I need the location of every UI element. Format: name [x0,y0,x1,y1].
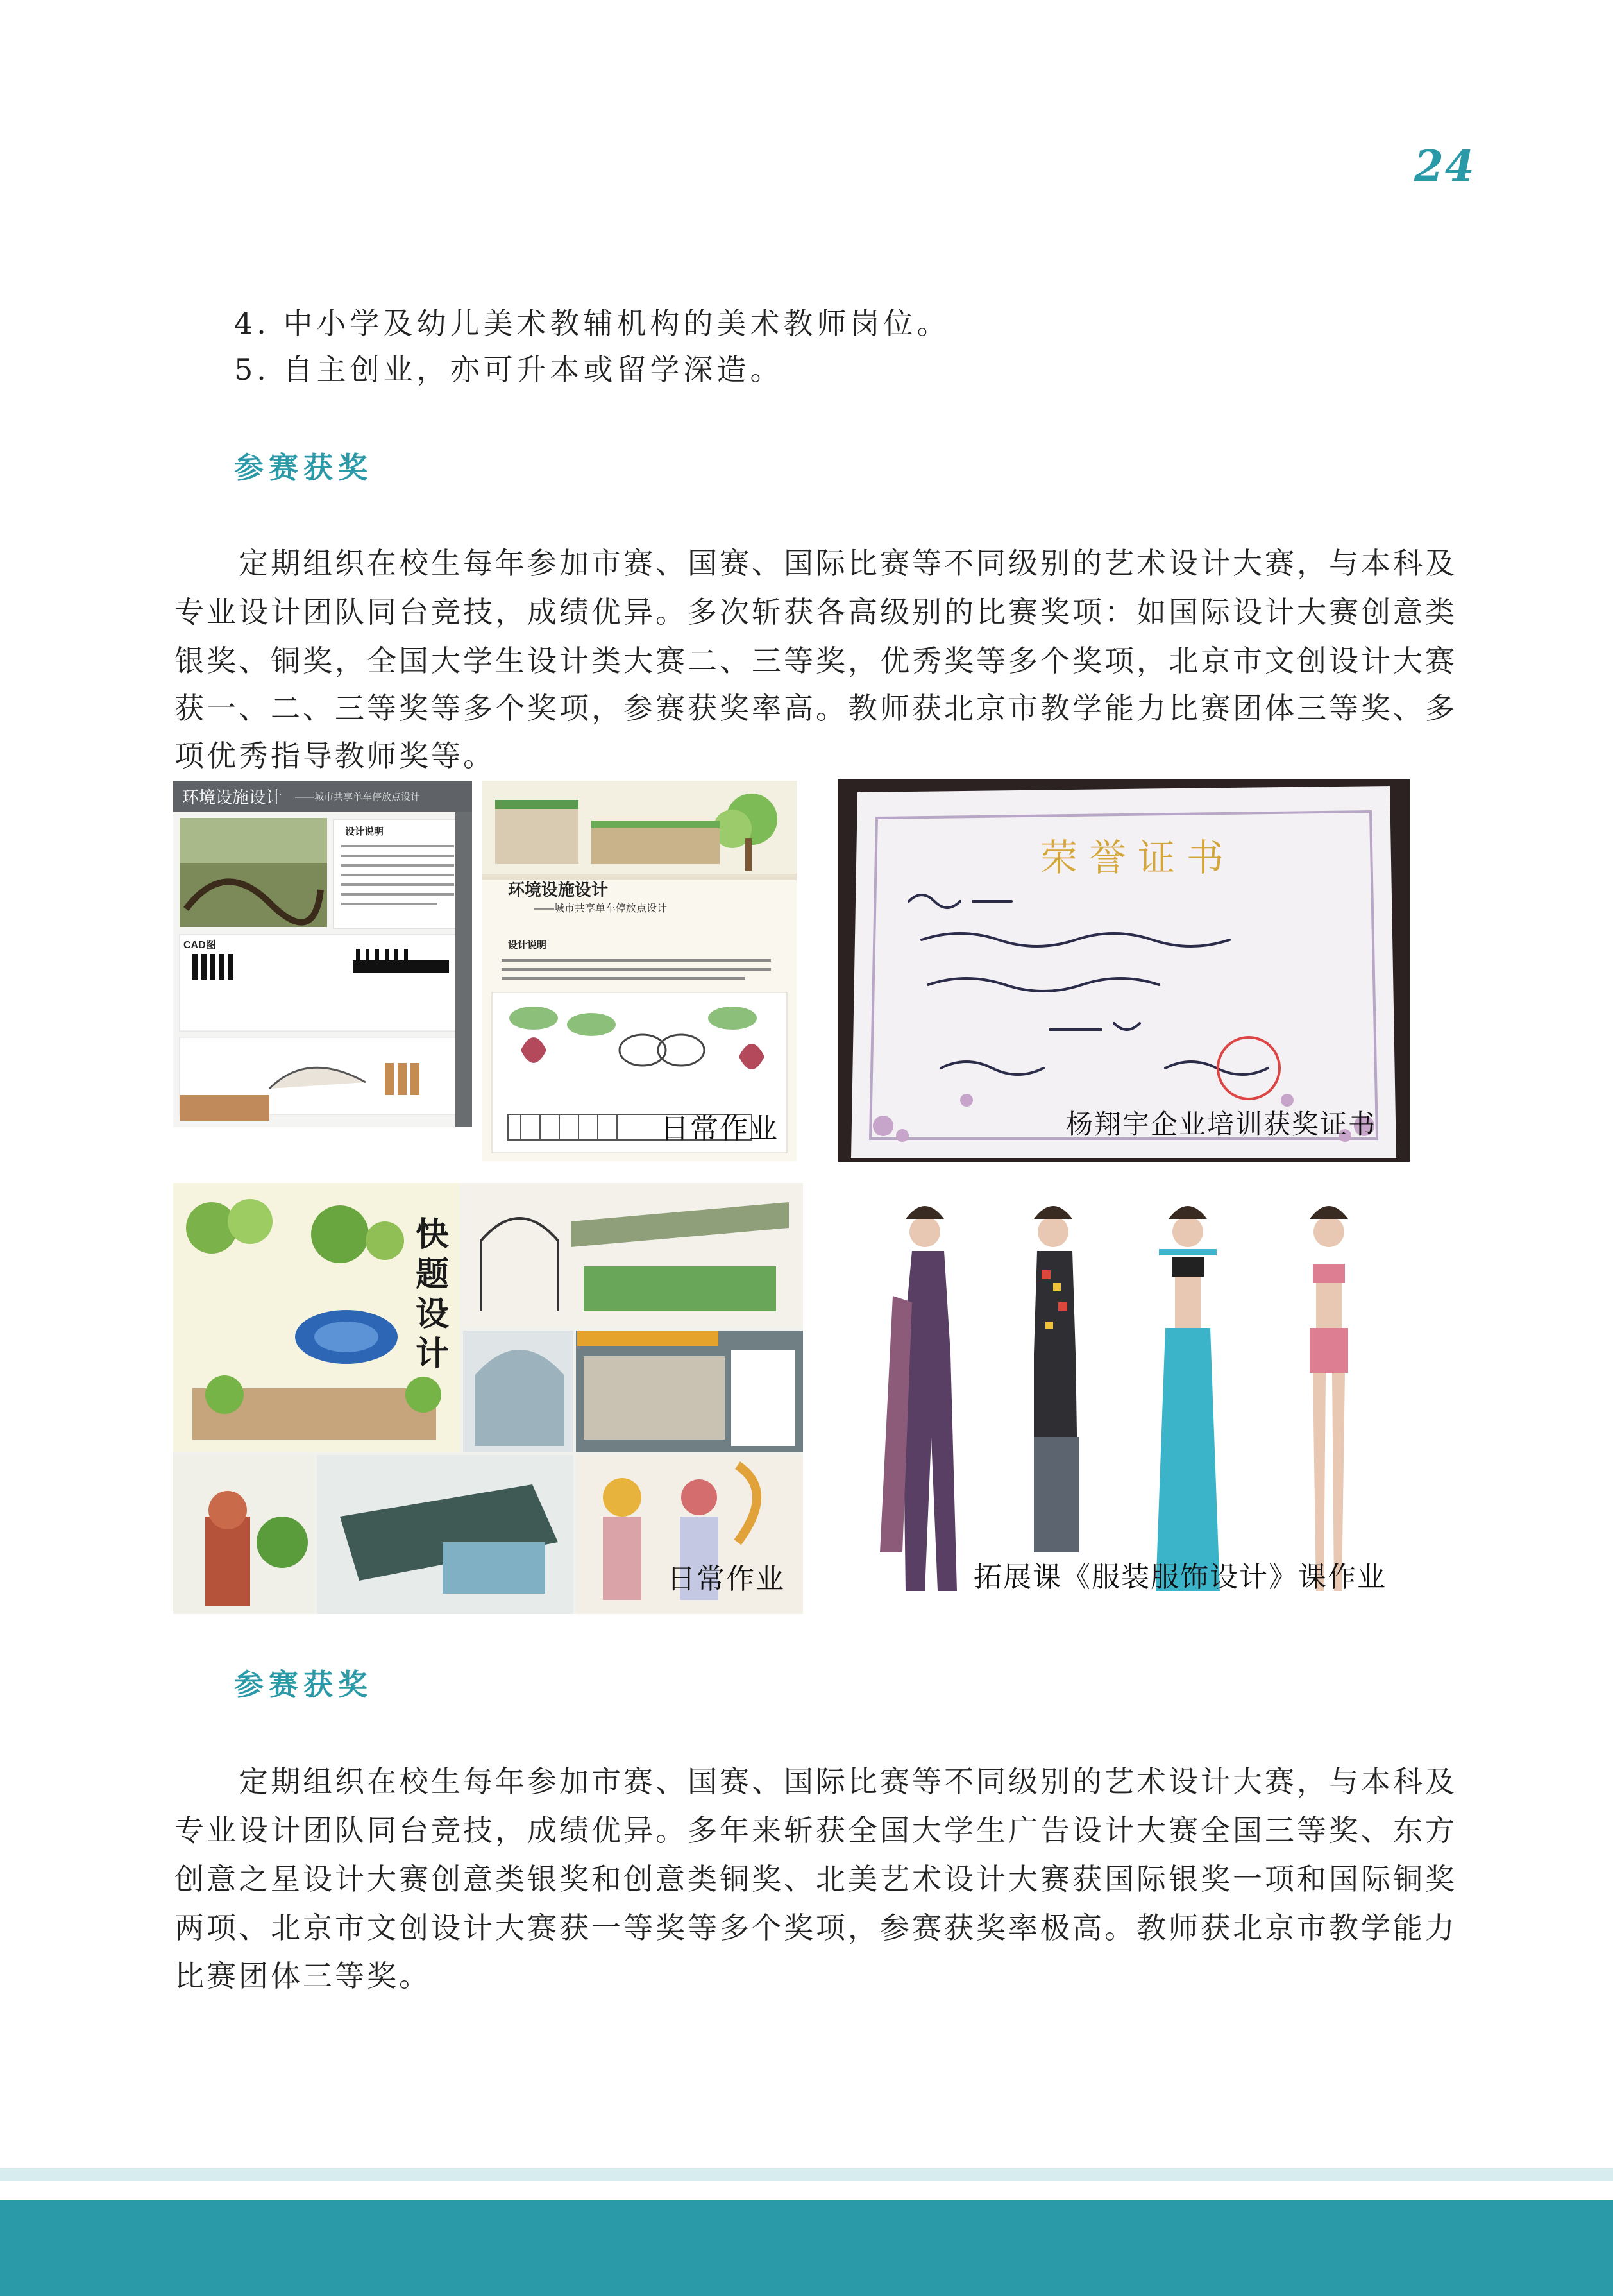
paragraph-line: 银奖、铜奖，全国大学生设计类大赛二、三等奖，优秀奖等多个奖项，北京市文创设计大赛 [174,643,1457,678]
design-board-image [173,781,472,1127]
figure-caption: 日常作业 [667,1563,785,1595]
list-item: 4. 中小学及幼儿美术教辅机构的美术教师岗位。 [234,306,950,341]
board-cad-label: CAD图 [183,940,216,951]
paragraph-line: 项优秀指导教师奖等。 [174,738,495,773]
paragraph-line: 专业设计团队同台竞技，成绩优异。多年来斩获全国大学生广告设计大赛全国三等奖、东方 [174,1813,1457,1848]
figure-caption: 日常作业 [661,1112,779,1145]
certificate-title: 荣誉证书 [1040,836,1236,880]
board-title: 环境设施设计 [508,880,609,899]
certificate-caption: 杨翔宇企业培训获奖证书 [1066,1109,1377,1140]
figure-caption: 拓展课《服装服饰设计》课作业 [974,1561,1387,1594]
design-board-image [482,781,797,1161]
board-section-label: 设计说明 [508,940,547,951]
paragraph-line: 定期组织在校生每年参加市赛、国赛、国际比赛等不同级别的艺术设计大赛，与本科及 [239,546,1457,581]
footer-band [0,2200,1613,2296]
sketch-label: 快题设计 [416,1215,450,1373]
board-title: 环境设施设计 [182,788,283,807]
design-board-illustration [482,781,797,1161]
section-heading: 参赛获奖 [234,450,373,485]
list-item: 5. 自主创业，亦可升本或留学深造。 [234,352,784,387]
fashion-design-image [841,1193,1425,1610]
section-heading: 参赛获奖 [234,1667,373,1702]
paragraph-line: 创意之星设计大赛创意类银奖和创意类铜奖、北美艺术设计大赛获国际银奖一项和国际铜奖 [174,1862,1457,1896]
paragraph-line: 定期组织在校生每年参加市赛、国赛、国际比赛等不同级别的艺术设计大赛，与本科及 [239,1764,1457,1799]
paragraph-line: 两项、北京市文创设计大赛获一等奖等多个奖项，参赛获奖率极高。教师获北京市教学能力 [174,1910,1457,1945]
paragraph-line: 获一、二、三等奖等多个奖项，参赛获奖率高。教师获北京市教学能力比赛团体三等奖、多 [174,691,1457,726]
board-section-label: 设计说明 [345,826,384,837]
page-number: 24 [1414,141,1476,191]
board-subtitle: ——城市共享单车停放点设计 [534,903,668,914]
paragraph-line: 比赛团体三等奖。 [174,1959,431,1993]
sketch-collage-illustration [173,1183,803,1614]
certificate-image [838,779,1410,1162]
footer-divider [0,2168,1613,2181]
board-subtitle: ——城市共享单车停放点设计 [295,792,421,803]
design-board-illustration [173,781,472,1127]
paragraph-line: 专业设计团队同台竞技，成绩优异。多次斩获各高级别的比赛奖项：如国际设计大赛创意类 [174,595,1457,629]
fashion-illustration [841,1193,1425,1610]
sketch-collage-image [173,1183,803,1614]
